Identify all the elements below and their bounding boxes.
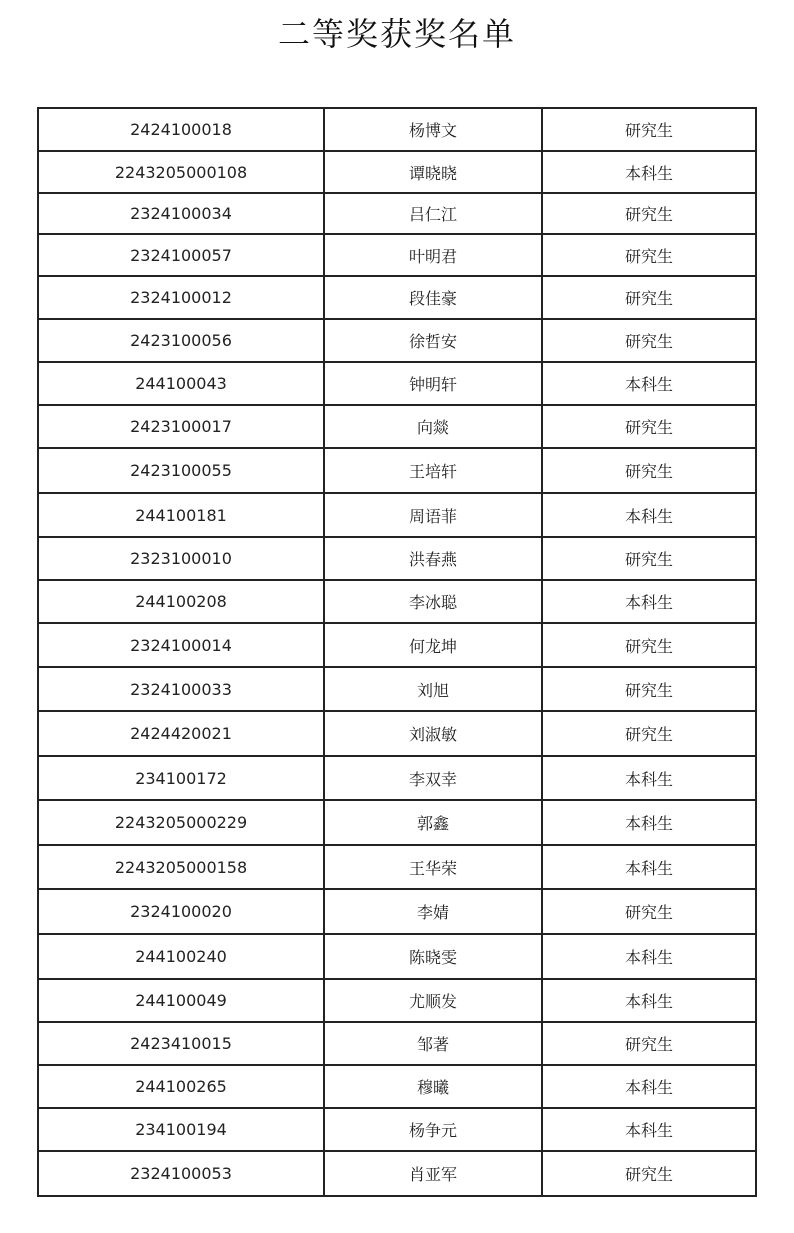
type-cell: 研究生 bbox=[542, 405, 756, 448]
id-cell: 2323100010 bbox=[38, 537, 324, 580]
type-cell: 研究生 bbox=[542, 667, 756, 711]
id-cell: 2324100012 bbox=[38, 276, 324, 319]
type-cell: 研究生 bbox=[542, 108, 756, 151]
id-cell: 244100181 bbox=[38, 493, 324, 537]
name-cell: 李婧 bbox=[324, 889, 542, 934]
name-cell: 陈晓雯 bbox=[324, 934, 542, 979]
table-row bbox=[38, 1151, 756, 1196]
type-cell: 研究生 bbox=[542, 193, 756, 234]
type-cell: 研究生 bbox=[542, 711, 756, 756]
type-cell: 本科生 bbox=[542, 493, 756, 537]
name-cell: 李双幸 bbox=[324, 756, 542, 800]
table-row bbox=[38, 800, 756, 845]
type-cell: 本科生 bbox=[542, 934, 756, 979]
id-cell: 2424100018 bbox=[38, 108, 324, 151]
name-cell: 周语菲 bbox=[324, 493, 542, 537]
type-cell: 本科生 bbox=[542, 800, 756, 845]
name-cell: 杨争元 bbox=[324, 1108, 542, 1151]
table-row bbox=[38, 234, 756, 276]
type-cell: 研究生 bbox=[542, 234, 756, 276]
award-table-body bbox=[38, 108, 756, 1196]
type-cell: 研究生 bbox=[542, 537, 756, 580]
award-table bbox=[37, 107, 757, 1197]
table-row bbox=[38, 537, 756, 580]
type-cell: 本科生 bbox=[542, 979, 756, 1022]
type-cell: 本科生 bbox=[542, 756, 756, 800]
id-cell: 244100265 bbox=[38, 1065, 324, 1108]
table-row bbox=[38, 1065, 756, 1108]
table-row bbox=[38, 193, 756, 234]
table-row bbox=[38, 362, 756, 405]
name-cell: 尤顺发 bbox=[324, 979, 542, 1022]
type-cell: 本科生 bbox=[542, 845, 756, 889]
id-cell: 244100043 bbox=[38, 362, 324, 405]
name-cell: 吕仁江 bbox=[324, 193, 542, 234]
name-cell: 穆曦 bbox=[324, 1065, 542, 1108]
id-cell: 2423100056 bbox=[38, 319, 324, 362]
type-cell: 本科生 bbox=[542, 1108, 756, 1151]
table-row bbox=[38, 108, 756, 151]
name-cell: 郭鑫 bbox=[324, 800, 542, 845]
id-cell: 234100172 bbox=[38, 756, 324, 800]
table-row bbox=[38, 319, 756, 362]
id-cell: 2324100014 bbox=[38, 623, 324, 667]
name-cell: 徐哲安 bbox=[324, 319, 542, 362]
table-row bbox=[38, 667, 756, 711]
id-cell: 244100240 bbox=[38, 934, 324, 979]
id-cell: 2324100034 bbox=[38, 193, 324, 234]
table-row bbox=[38, 756, 756, 800]
type-cell: 本科生 bbox=[542, 362, 756, 405]
id-cell: 2324100053 bbox=[38, 1151, 324, 1196]
id-cell: 2324100020 bbox=[38, 889, 324, 934]
id-cell: 244100208 bbox=[38, 580, 324, 623]
id-cell: 2324100033 bbox=[38, 667, 324, 711]
id-cell: 2243205000158 bbox=[38, 845, 324, 889]
type-cell: 本科生 bbox=[542, 1065, 756, 1108]
type-cell: 研究生 bbox=[542, 1151, 756, 1196]
table-row bbox=[38, 276, 756, 319]
table-row bbox=[38, 405, 756, 448]
name-cell: 谭晓晓 bbox=[324, 151, 542, 193]
table-row bbox=[38, 711, 756, 756]
name-cell: 李冰聪 bbox=[324, 580, 542, 623]
id-cell: 2243205000229 bbox=[38, 800, 324, 845]
table-row bbox=[38, 889, 756, 934]
name-cell: 杨博文 bbox=[324, 108, 542, 151]
page-title: 二等奖获奖名单 bbox=[277, 15, 516, 53]
id-cell: 2423100017 bbox=[38, 405, 324, 448]
name-cell: 叶明君 bbox=[324, 234, 542, 276]
id-cell: 2424420021 bbox=[38, 711, 324, 756]
name-cell: 王培轩 bbox=[324, 448, 542, 493]
table-row bbox=[38, 845, 756, 889]
id-cell: 2423100055 bbox=[38, 448, 324, 493]
table-row bbox=[38, 580, 756, 623]
table-row bbox=[38, 1108, 756, 1151]
id-cell: 2324100057 bbox=[38, 234, 324, 276]
name-cell: 段佳豪 bbox=[324, 276, 542, 319]
name-cell: 邹著 bbox=[324, 1022, 542, 1065]
id-cell: 2423410015 bbox=[38, 1022, 324, 1065]
table-row bbox=[38, 979, 756, 1022]
table-row bbox=[38, 1022, 756, 1065]
name-cell: 向燚 bbox=[324, 405, 542, 448]
type-cell: 本科生 bbox=[542, 580, 756, 623]
id-cell: 244100049 bbox=[38, 979, 324, 1022]
type-cell: 研究生 bbox=[542, 889, 756, 934]
type-cell: 研究生 bbox=[542, 319, 756, 362]
type-cell: 研究生 bbox=[542, 448, 756, 493]
id-cell: 234100194 bbox=[38, 1108, 324, 1151]
type-cell: 本科生 bbox=[542, 151, 756, 193]
name-cell: 刘淑敏 bbox=[324, 711, 542, 756]
name-cell: 刘旭 bbox=[324, 667, 542, 711]
name-cell: 肖亚军 bbox=[324, 1151, 542, 1196]
name-cell: 钟明轩 bbox=[324, 362, 542, 405]
table-row bbox=[38, 623, 756, 667]
type-cell: 研究生 bbox=[542, 1022, 756, 1065]
id-cell: 2243205000108 bbox=[38, 151, 324, 193]
table-row bbox=[38, 934, 756, 979]
name-cell: 王华荣 bbox=[324, 845, 542, 889]
table-row bbox=[38, 151, 756, 193]
type-cell: 研究生 bbox=[542, 623, 756, 667]
name-cell: 洪春燕 bbox=[324, 537, 542, 580]
table-row bbox=[38, 493, 756, 537]
table-row bbox=[38, 448, 756, 493]
type-cell: 研究生 bbox=[542, 276, 756, 319]
name-cell: 何龙坤 bbox=[324, 623, 542, 667]
